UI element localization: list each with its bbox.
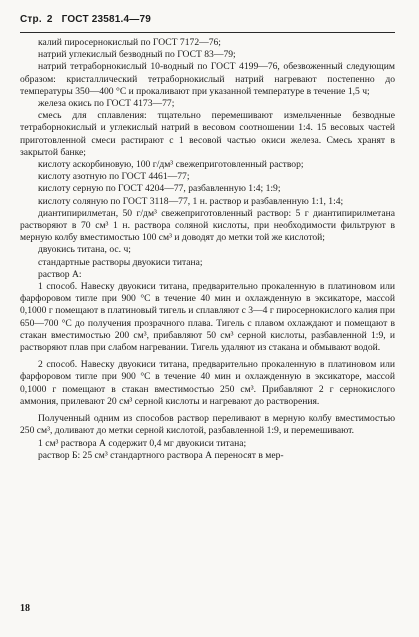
paragraph: железа окись по ГОСТ 4173—77;	[38, 98, 175, 110]
page-header	[20, 14, 151, 25]
paragraph: 2 способ. Навеску двуокиси титана, предварительно прокаленную в платиновом или фарфоровом тигле при 900 °C в течение 40 мин и охлажденную в эксикаторе, массой 0,1000 г помещают в стакан вместимостью 250 см³. Прибавляют 2 г сернокислого аммония, прилевают 20 см³ серной кислоты и нагревают до растворения.	[20, 359, 395, 407]
paragraph: натрий углекислый безводный по ГОСТ 83—79;	[38, 49, 236, 61]
paragraph: 1 см³ раствора А содержит 0,4 мг двуокиси титана;	[38, 437, 247, 449]
paragraph: Полученный одним из способов раствор переливают в мерную колбу вместимостью 250 см³, доливают до метки серной кислотой, разбавленной 1:9, и перемешивают.	[20, 413, 395, 437]
page-number: 2	[46, 14, 53, 25]
paragraph: стандартные растворы двуокиси титана;	[38, 256, 203, 268]
paragraph: натрий тетраборнокислый 10-водный по ГОСТ 4199—76, обезвоженный следующим образом: кристаллический тетраборнокислый натрий нагревают постепенно до температуры 350—400 °C и прокаливают при указанной температуре в течение 1,5 ч;	[20, 61, 395, 97]
paragraph: калий пиросернокислый по ГОСТ 7172—76;	[38, 37, 221, 48]
paragraph: раствор А:	[38, 268, 82, 280]
paragraph: кислоту азотную по ГОСТ 4461—77;	[38, 171, 190, 183]
paragraph: кислоту аскорбиновую, 100 г/дм³ свежеприготовленный раствор;	[38, 159, 304, 171]
header-rule	[20, 32, 395, 33]
paragraph: диантипирилметан, 50 г/дм³ свежеприготовленный раствор: 5 г диантипирилметана растворяют в 70 см³ 1 н. раствора соляной кислоты, при необходимости фильтруют в мерную колбу вместимостью 100 см³ и доводят до метки той же кислотой;	[20, 207, 395, 244]
paragraph: раствор Б: 25 см³ стандартного раствора А переносят в мер-	[38, 449, 284, 461]
paragraph: двуокись титана, ос. ч;	[38, 244, 131, 256]
paragraph: смесь для сплавления: тщательно перемешивают измельченные безводные тетраборнокислый и углекислый натрий в весовом соотношении 1:4. 15 весовых частей приготовленной смеси растирают с 1 весовой частью окиси железа. Смесь хранят в закрытой банке;	[20, 110, 395, 158]
document-body	[20, 37, 395, 462]
standard-number: ГОСТ 23581.4—79	[61, 14, 152, 25]
paragraph: 1 способ. Навеску двуокиси титана, предварительно прокаленную в платиновом или фарфоровом тигле при 900 °C в течение 40 мин и охлажденную в эксикаторе, массой 0,1000 г помещают в платиновый тигель и сплавляют с 3—4 г пиросернокислого калия при 650—700 °C до получения прозрачного плава. Тигель с плавом охлаждают и помещают в стакан вместимостью 200 см³, прибавляют 50 см³ серной кислоты, разбавленной 1:9, и растворяют плав при слабом нагревании. Тигель удаляют из стакана и обмывают водой.	[20, 281, 395, 354]
page-label: Стр.	[20, 14, 42, 25]
paragraph: кислоту серную по ГОСТ 4204—77, разбавленную 1:4; 1:9;	[38, 183, 281, 195]
paragraph: кислоту соляную по ГОСТ 3118—77, 1 н. раствор и разбавленную 1:1, 1:4;	[38, 195, 344, 207]
page-folio: 18	[20, 603, 30, 614]
